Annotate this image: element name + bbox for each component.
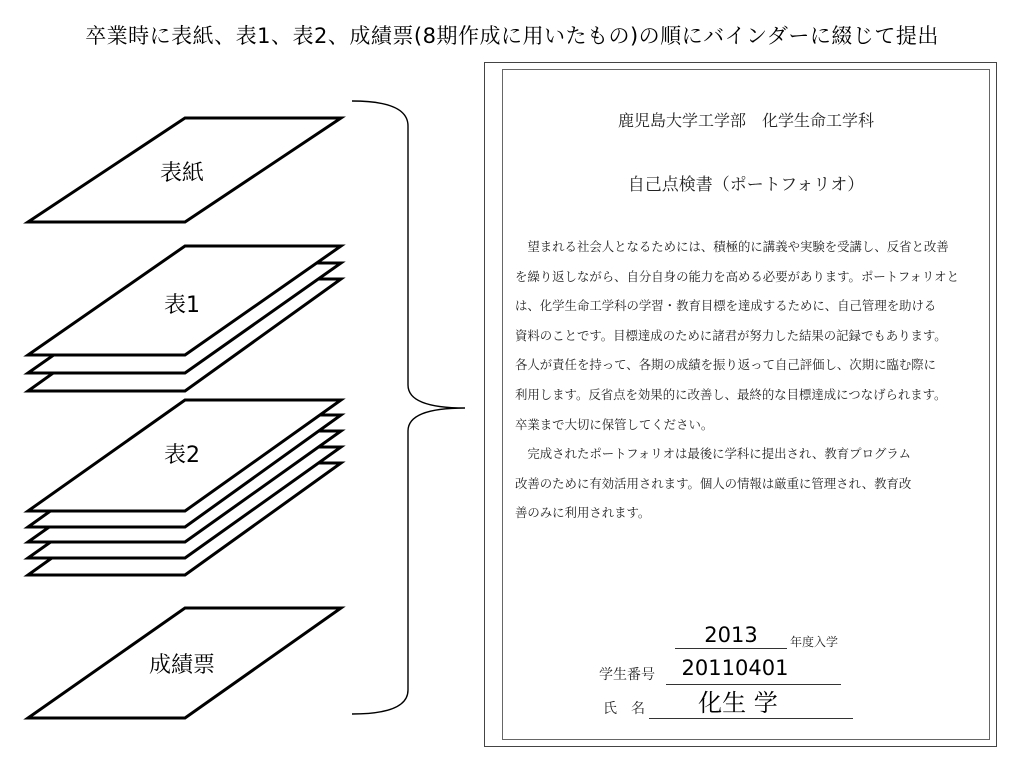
name-label: 氏 名: [603, 701, 645, 717]
body-line: 卒業まで大切に保管してください。: [515, 416, 714, 432]
document-title: 自己点検書（ポートフォリオ）: [627, 175, 865, 195]
body-line: を繰り返しながら、自分自身の能力を高める必要があります。ポートフォリオと: [515, 268, 959, 284]
table2-stack: [28, 400, 341, 575]
table1-stack: [28, 246, 341, 391]
table1-label: 表1: [164, 293, 200, 318]
cover-label: 表紙: [159, 161, 205, 186]
document-body: [515, 232, 985, 528]
transcript-sheet: [28, 608, 341, 718]
transcript-label: 成績票: [148, 653, 216, 678]
headline: 卒業時に表紙、表1、表2、成績票(8期作成に用いたもの)の順にバインダーに綴じて提出: [85, 24, 939, 48]
body-line: 善のみに利用されます。: [515, 505, 651, 521]
table2-label: 表2: [164, 443, 200, 468]
cover-sheet: [28, 118, 341, 222]
student-number-value: 20110401: [681, 656, 789, 680]
enroll-year-underline: [675, 648, 787, 649]
university-heading: 鹿児島大学工学部 化学生命工学科: [617, 111, 874, 130]
binding-bracket: [352, 101, 465, 714]
name-underline: [649, 718, 853, 719]
body-line: は、化学生命工学科の学習・教育目標を達成するために、自己管理を助ける: [515, 298, 937, 314]
body-line: 改善のために有効活用されます。個人の情報は厳重に管理され、教育改: [515, 475, 912, 491]
enroll-year-value: 2013: [704, 623, 758, 647]
body-line: 完成されたポートフォリオは最後に学科に提出され、教育プログラム: [527, 446, 912, 462]
body-line: 望まれる社会人となるためには、積極的に講義や実験を受講し、反省と改善: [527, 239, 949, 254]
body-line: 各人が責任を持って、各期の成績を振り返って自己評価し、次期に臨む際に: [515, 357, 937, 373]
portfolio-cover-document: [484, 62, 997, 747]
body-line: 資料のことです。目標達成のために諸君が努力した結果の記録でもあります。: [515, 327, 947, 343]
portfolio-inner-frame: [502, 69, 990, 740]
enroll-year-suffix: 年度入学: [790, 635, 839, 649]
student-number-label: 学生番号: [599, 667, 655, 683]
name-value: 化生 学: [698, 689, 778, 717]
body-line: 利用します。反省点を効果的に改善し、最終的な目標達成につなげられます。: [515, 386, 947, 402]
